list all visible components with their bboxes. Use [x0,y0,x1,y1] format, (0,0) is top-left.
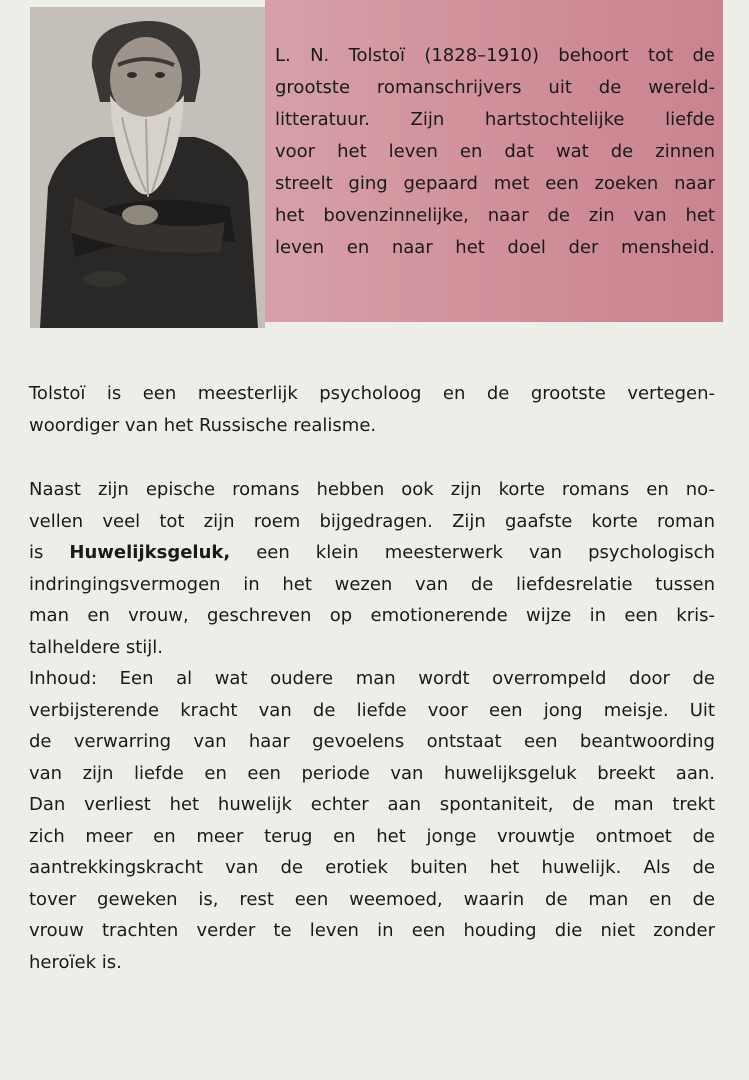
line-prefix: is [29,542,70,563]
paragraph-line: man en vrouw, geschreven op emotionerende wijze in een kris- [29,605,715,626]
summary-line: Dan verliest het huwelijk echter aan spontaniteit, de man trekt [29,794,715,815]
paragraph-line: indringingsvermogen in het wezen van de liefdesrelatie tussen [29,573,715,595]
summary-line: tover geweken is, rest een weemoed, waarin de man en de [29,888,715,910]
paragraph-line: Naast zijn epische romans hebben ook zijn korte romans en no- [29,479,715,500]
bio-line: leven en naar het doel der mensheid. [275,237,715,258]
summary-line: Inhoud: Een al wat oudere man wordt overrompeld door de [29,668,715,689]
paragraph-line-with-title [29,537,715,569]
summary-line: van zijn liefde en een periode van huwelijksgeluk breekt aan. [29,762,715,784]
paragraph-line: Tolstoï is een meesterlijk psycholoog en de grootste vertegen- [29,383,715,404]
bio-line: streelt ging gepaard met een zoeken naar [275,173,715,194]
summary-line: aantrekkingskracht van de erotiek buiten het huwelijk. Als de [29,857,715,878]
bio-line: voor het leven en dat wat de zinnen [275,141,715,162]
summary-line: zich meer en meer terug en het jonge vrouwtje ontmoet de [29,825,715,847]
summary-line: verbijsterende kracht van de liefde voor een jong meisje. Uit [29,699,715,721]
paragraph-line: talheldere stijl. [29,636,164,658]
paragraph-line: woordiger van het Russische realisme. [29,414,377,436]
bio-line: L. N. Tolstoï (1828–1910) behoort tot de [275,45,715,66]
paragraph-line: vellen veel tot zijn roem bijgedragen. Zijn gaafste korte roman [29,510,715,532]
bio-line: het bovenzinnelijke, naar de zin van het [275,205,715,226]
bio-line: grootste romanschrijvers uit de wereld- [275,77,715,98]
summary-line: de verwarring van haar gevoelens ontstaat een beantwoording [29,731,715,752]
summary-line: heroïek is. [29,951,122,973]
author-biography [275,40,715,264]
summary-line: vrouw trachten verder te leven in een houding die niet zonder [29,920,715,941]
bio-line: litteratuur. Zijn hartstochtelijke liefde [275,109,715,130]
description-text [29,378,715,978]
line-suffix: een klein meesterwerk van psychologisch [230,542,715,563]
book-title: Huwelijksgeluk, [69,542,231,563]
author-portrait [30,7,265,328]
